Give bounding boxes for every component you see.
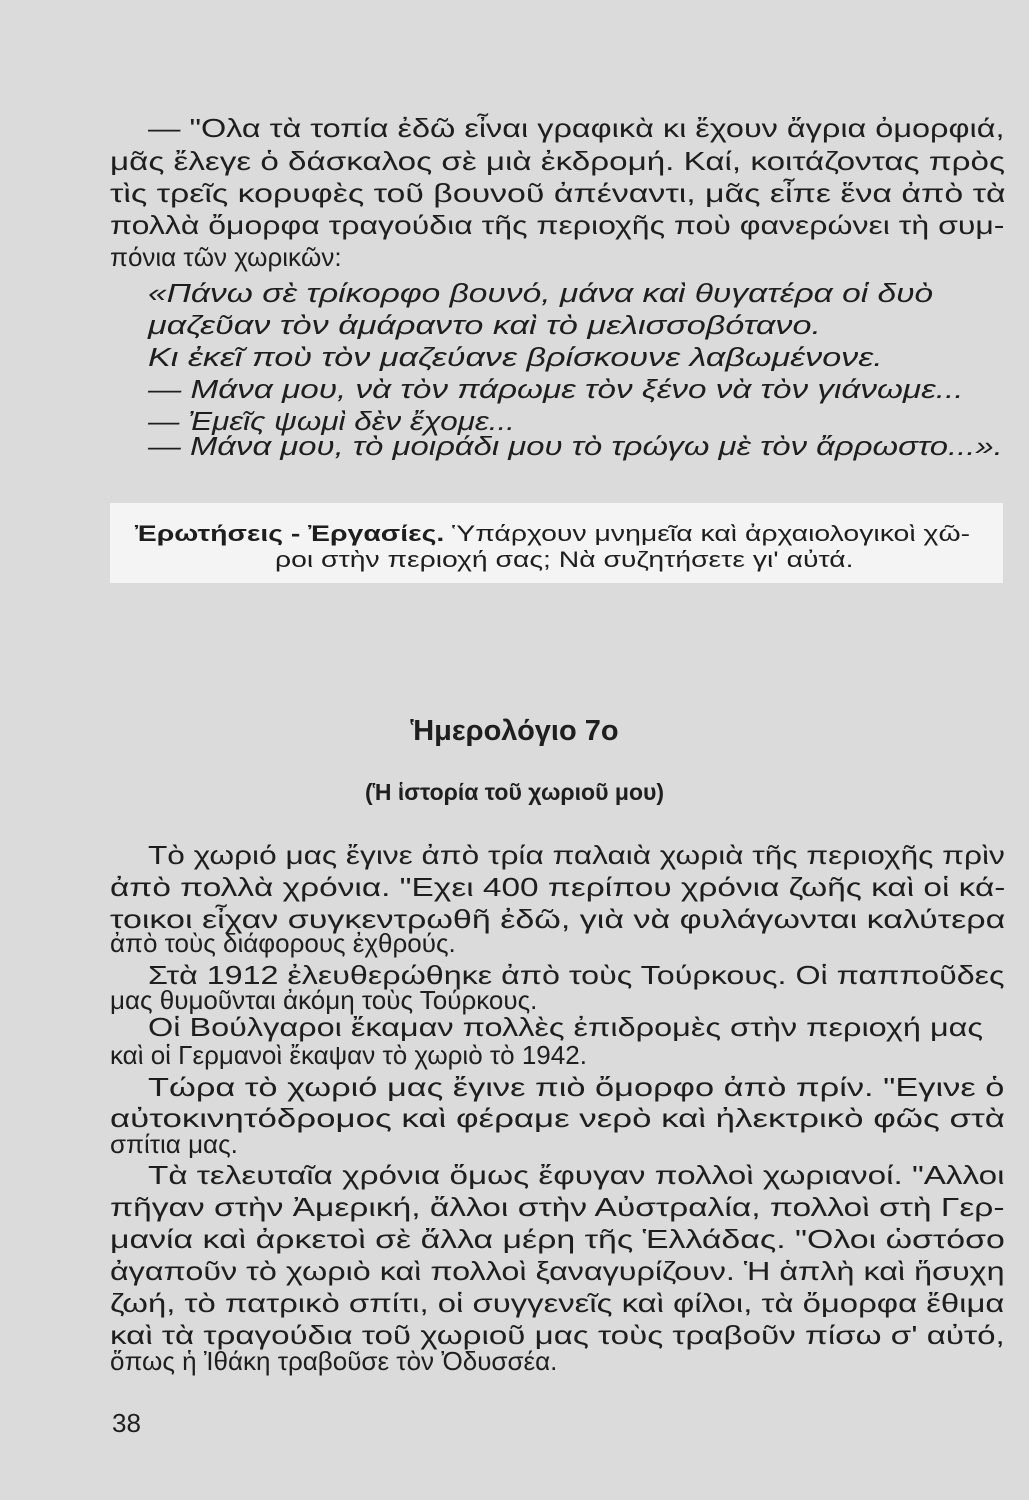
page-number: 38	[112, 1408, 141, 1438]
diary-line: καὶ οἱ Γερμανοὶ ἔκαψαν τὸ χωριὸ τὸ 1942.	[110, 1040, 587, 1070]
diary-line: Τὰ τελευταῖα χρόνια ὅμως ἔφυγαν πολλοὶ χωριανοί. "Αλλοι	[148, 1160, 1005, 1190]
song-line: — Μάνα μου, νὰ τὸν πάρωμε τὸν ξένο νὰ τὸν γιάνωμε...	[148, 374, 964, 404]
song-line: — Μάνα μου, τὸ μοιράδι μου τὸ τρώγω μὲ τὸν ἄρρωστο...».	[148, 431, 1003, 461]
intro-line: τὶς τρεῖς κορυφὲς τοῦ βουνοῦ ἀπέναντι, μᾶς εἶπε ἕνα ἀπὸ τὰ	[110, 178, 1006, 208]
intro-line: πολλὰ ὄμορφα τραγούδια τῆς περιοχῆς ποὺ φανερώνει τὴ συμ-	[110, 210, 1005, 240]
diary-line: πῆγαν στὴν Ἀμερική, ἄλλοι στὴν Αὐστραλία, πολλοὶ στὴ Γερ-	[110, 1192, 1005, 1222]
diary-line: Τὸ χωριό μας ἔγινε ἀπὸ τρία παλαιὰ χωριὰ τῆς περιοχῆς πρὶν	[148, 840, 1005, 870]
questions-text: Ὑπάρχουν μνημεῖα καὶ ἀρχαιολογικοὶ χῶ-	[452, 521, 971, 546]
diary-title: Ἡμερολόγιο 7ο	[410, 715, 619, 747]
diary-line: μας θυμοῦνται ἀκόμη τοὺς Τούρκους.	[110, 985, 538, 1015]
diary-line: σπίτια μας.	[110, 1129, 238, 1159]
diary-line: μανία καὶ ἀρκετοὶ σὲ ἄλλα μέρη τῆς Ἑλλάδας. "Ολοι ὡστόσο	[110, 1224, 1005, 1254]
diary-subtitle: (Ἡ ἱστορία τοῦ χωριοῦ μου)	[364, 779, 665, 805]
diary-line: ζωή, τὸ πατρικὸ σπίτι, οἱ συγγενεῖς καὶ φίλοι, τὰ ὄμορφα ἔθιμα	[110, 1288, 1005, 1318]
intro-line: πόνια τῶν χωρικῶν:	[110, 242, 342, 272]
song-line: — Ἐμεῖς ψωμὶ δὲν ἔχομε...	[148, 406, 515, 436]
diary-line: καὶ τὰ τραγούδια τοῦ χωριοῦ μας τοὺς τραβοῦν πίσω σ' αὐτό,	[110, 1320, 1005, 1350]
diary-line: αὐτοκινητόδρομος καὶ φέραμε νερὸ καὶ ἠλεκτρικὸ φῶς στὰ	[110, 1103, 1005, 1133]
diary-line: Οἱ Βούλγαροι ἔκαμαν πολλὲς ἐπιδρομὲς στὴν περιοχή μας	[148, 1012, 984, 1042]
diary-line: τοικοι εἶχαν συγκεντρωθῆ ἐδῶ, γιὰ νὰ φυλάγωνται καλύτερα	[110, 904, 1006, 934]
diary-line: Τώρα τὸ χωριό μας ἔγινε πιὸ ὄμορφο ἀπὸ πρίν. "Εγινε ὁ	[148, 1072, 1005, 1102]
intro-line: — "Ολα τὰ τοπία ἐδῶ εἶναι γραφικὰ κι ἔχουν ἄγρια ὀμορφιά,	[148, 113, 1005, 143]
song-line: «Πάνω σὲ τρίκορφο βουνό, μάνα καὶ θυγατέρα οἱ δυὸ	[148, 278, 934, 308]
questions-line	[135, 521, 970, 547]
questions-label: Ἐρωτήσεις - Ἐργασίες.	[135, 521, 445, 546]
diary-line: ἀπὸ τοὺς διάφορους ἐχθρούς.	[110, 928, 456, 958]
questions-line: ροι στὴν περιοχή σας; Νὰ συζητήσετε γι' αὐτά.	[275, 547, 854, 572]
song-line: Κι ἐκεῖ ποὺ τὸν μαζεύανε βρίσκουνε λαβωμένονε.	[148, 342, 883, 372]
diary-line: Στὰ 1912 ἐλευθερώθηκε ἀπὸ τοὺς Τούρκους. Οἱ παπποῦδες	[148, 960, 1005, 990]
diary-line: ἀγαποῦν τὸ χωριὸ καὶ πολλοὶ ξαναγυρίζουν. Ἡ ἁπλὴ καὶ ἥσυχη	[110, 1256, 1005, 1286]
intro-line: μᾶς ἔλεγε ὁ δάσκαλος σὲ μιὰ ἐκδρομή. Καί, κοιτάζοντας πρὸς	[110, 146, 1006, 176]
diary-line: ἀπὸ πολλὰ χρόνια. "Εχει 400 περίπου χρόνια ζωῆς καὶ οἱ κά-	[110, 872, 1006, 902]
diary-line: ὅπως ἡ Ἰθάκη τραβοῦσε τὸν Ὀδυσσέα.	[110, 1346, 558, 1376]
song-line: μαζεῦαν τὸν ἀμάραντο καὶ τὸ μελισσοβότανο.	[148, 310, 821, 340]
